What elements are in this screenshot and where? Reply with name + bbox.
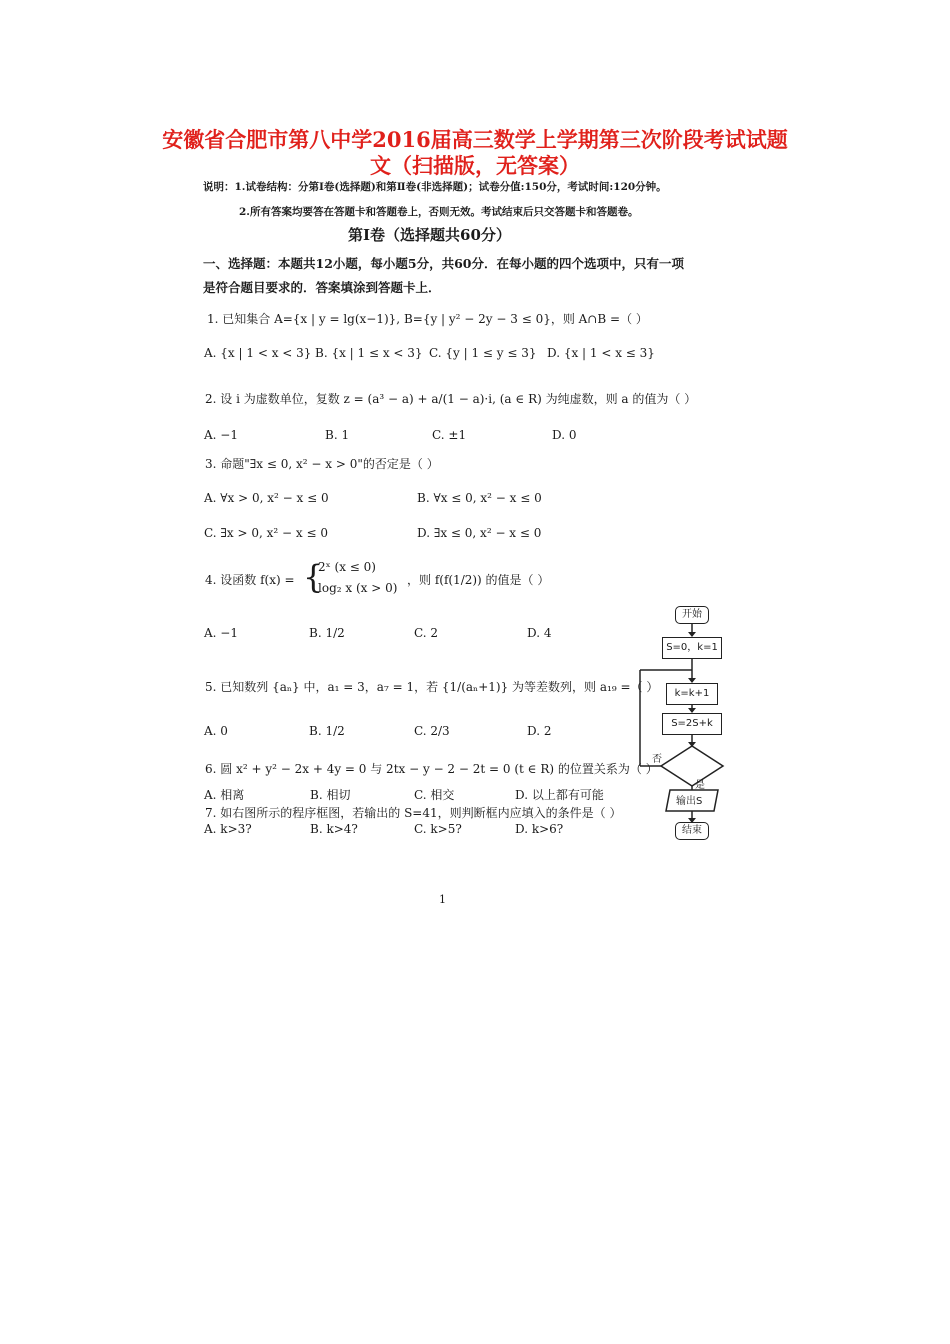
- piecewise-brace: {: [303, 558, 324, 596]
- question-2-option-b: B. 1: [325, 428, 350, 442]
- question-3-option-b: B. ∀x ≤ 0, x² − x ≤ 0: [417, 491, 542, 505]
- document-title-line1: 安徽省合肥市第八中学2016届高三数学上学期第三次阶段考试试题: [162, 127, 788, 152]
- question-4-piece-2: log₂ x (x > 0): [318, 581, 398, 595]
- question-6-option-b: B. 相切: [310, 788, 351, 802]
- exam-note-1: 说明：1.试卷结构：分第Ⅰ卷(选择题)和第Ⅱ卷(非选择题)；试卷分值:150分，考试时间:120分钟。: [203, 181, 667, 193]
- question-4-option-b: B. 1/2: [309, 626, 345, 640]
- section-intro-line1: 一、选择题：本题共12小题，每小题5分，共60分．在每小题的四个选项中，只有一项: [203, 256, 684, 271]
- question-4-stem-suffix: ，则 f(f(1/2)) 的值是（ ）: [407, 573, 550, 587]
- question-5-option-b: B. 1/2: [309, 724, 345, 738]
- question-3-stem: 3. 命题"∃x ≤ 0, x² − x > 0"的否定是（ ）: [205, 457, 439, 471]
- section-intro-line2: 是符合题目要求的．答案填涂到答题卡上．: [203, 280, 441, 295]
- question-7-option-c: C. k>5?: [414, 822, 462, 836]
- flowchart-end: 结束: [675, 822, 709, 840]
- question-4-stem-prefix: 4. 设函数 f(x) =: [205, 573, 295, 587]
- question-5-option-c: C. 2/3: [414, 724, 450, 738]
- question-2-option-a: A. −1: [204, 428, 238, 442]
- question-6-stem: 6. 圆 x² + y² − 2x + 4y = 0 与 2tx − y − 2 − 2t = 0 (t ∈ R) 的位置关系为（ ）: [205, 762, 658, 776]
- question-5-option-a: A. 0: [204, 724, 228, 738]
- question-4-option-d: D. 4: [527, 626, 552, 640]
- question-2-stem: 2. 设 i 为虚数单位，复数 z = (a³ − a) + a/(1 − a)·i, (a ∈ R) 为纯虚数，则 a 的值为（ ）: [205, 392, 697, 406]
- flowchart-yes-label: 是: [695, 780, 705, 791]
- question-7-option-b: B. k>4?: [310, 822, 358, 836]
- question-4-piece-1: 2ˣ (x ≤ 0): [318, 560, 376, 574]
- flowchart-init: S=0，k=1: [662, 637, 722, 659]
- section-title: 第Ⅰ卷（选择题共60分）: [348, 226, 511, 244]
- page-number: 1: [439, 893, 446, 906]
- question-5-option-d: D. 2: [527, 724, 552, 738]
- question-1-option-b: B. {x | 1 ≤ x < 3}: [315, 346, 423, 360]
- question-4-option-a: A. −1: [204, 626, 238, 640]
- question-2-option-d: D. 0: [552, 428, 577, 442]
- flowchart-output: 输出S: [676, 796, 703, 807]
- question-6-option-c: C. 相交: [414, 788, 455, 802]
- question-7-option-a: A. k>3?: [204, 822, 252, 836]
- question-1-option-d: D. {x | 1 < x ≤ 3}: [547, 346, 655, 360]
- flowchart-start: 开始: [675, 606, 709, 624]
- question-1-option-c: C. {y | 1 ≤ y ≤ 3}: [429, 346, 537, 360]
- flowchart-no-label: 否: [652, 754, 662, 765]
- question-3-option-a: A. ∀x > 0, x² − x ≤ 0: [204, 491, 329, 505]
- question-6-option-d: D. 以上都有可能: [515, 788, 604, 802]
- document-title-line2: 文（扫描版，无答案）: [370, 153, 580, 178]
- question-6-option-a: A. 相离: [204, 788, 245, 802]
- question-7-stem: 7. 如右图所示的程序框图，若输出的 S=41，则判断框内应填入的条件是（ ）: [205, 806, 622, 820]
- question-3-option-d: D. ∃x ≤ 0, x² − x ≤ 0: [417, 526, 542, 540]
- question-1-stem: 1. 已知集合 A={x | y = lg(x−1)}, B={y | y² − 2y − 3 ≤ 0}，则 A∩B =（ ）: [207, 312, 648, 326]
- flowchart-step-s: S=2S+k: [662, 713, 722, 735]
- question-4-option-c: C. 2: [414, 626, 439, 640]
- exam-note-2: 2.所有答案均要答在答题卡和答题卷上，否则无效。考试结束后只交答题卡和答题卷。: [239, 206, 639, 218]
- question-7-option-d: D. k>6?: [515, 822, 564, 836]
- flowchart-step-k: k=k+1: [666, 683, 718, 705]
- question-3-option-c: C. ∃x > 0, x² − x ≤ 0: [204, 526, 328, 540]
- question-1-option-a: A. {x | 1 < x < 3}: [204, 346, 312, 360]
- question-2-option-c: C. ±1: [432, 428, 467, 442]
- question-5-stem: 5. 已知数列 {aₙ} 中，a₁ = 3，a₇ = 1，若 {1/(aₙ+1)} 为等差数列，则 a₁₉ =（ ）: [205, 680, 659, 694]
